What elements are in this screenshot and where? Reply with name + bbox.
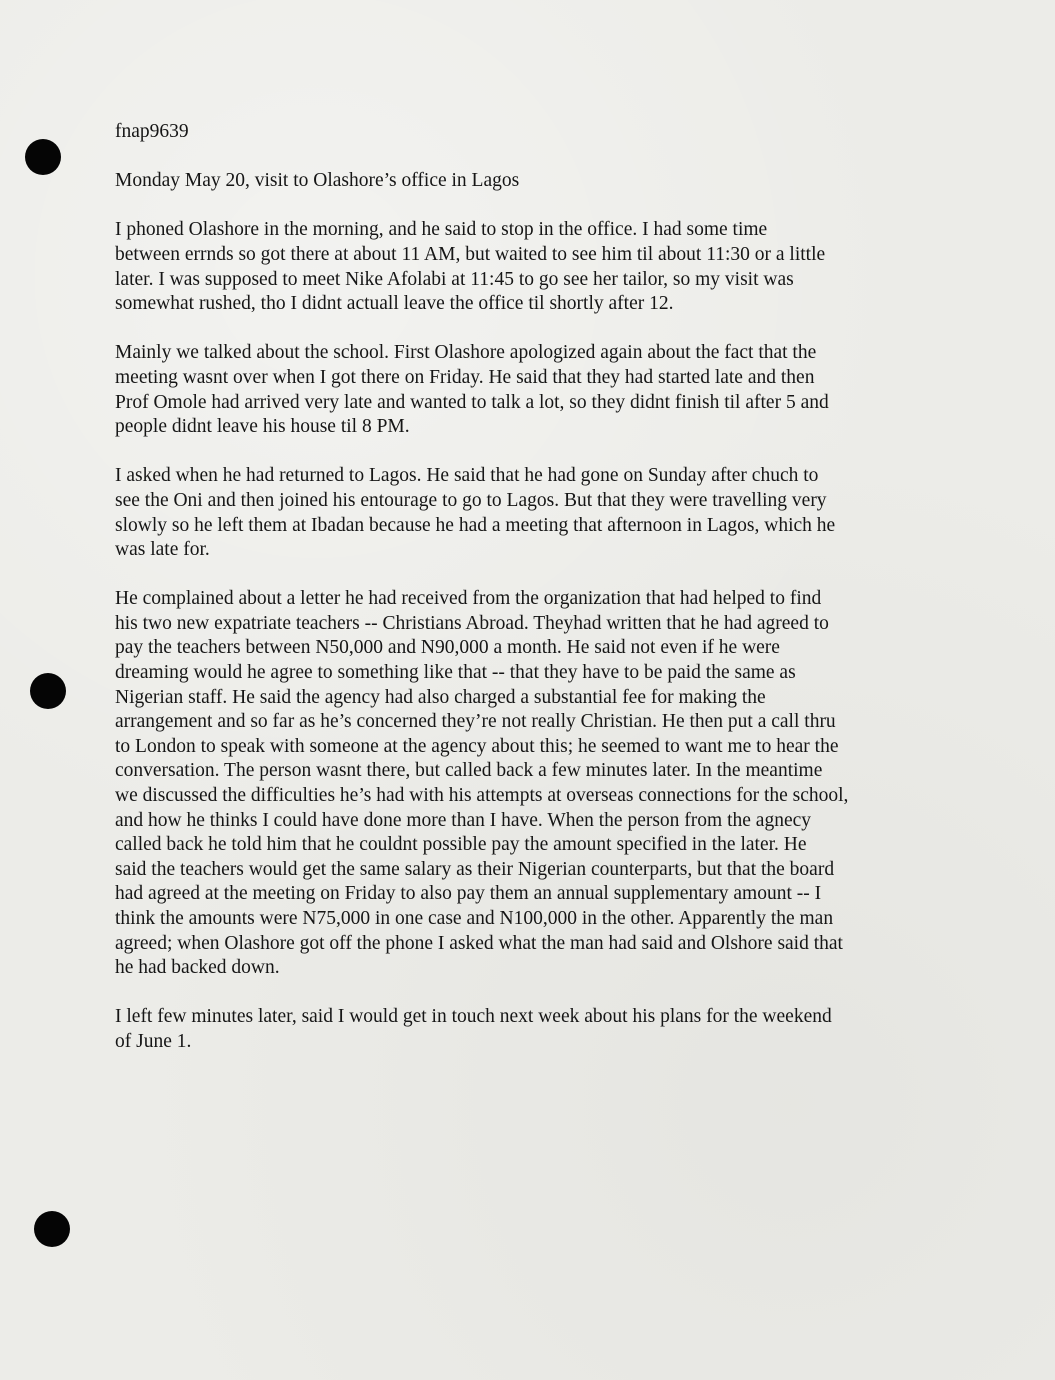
paragraph-line: think the amounts were N75,000 in one case and N100,000 in the other. Apparently the man <box>115 908 834 929</box>
document-id: fnap9639 <box>115 121 189 142</box>
paragraph-line: He complained about a letter he had received from the organization that had helped to find <box>115 588 822 610</box>
paragraph-5 <box>115 1005 925 1054</box>
paragraph-line: I asked when he had returned to Lagos. He said that he had gone on Sunday after chuch to <box>115 465 819 487</box>
paragraph-1 <box>115 218 925 316</box>
paragraph-line: agreed; when Olashore got off the phone I asked what the man had said and Olshore said that <box>115 932 843 954</box>
paragraph-line: slowly so he left them at Ibadan because he had a meeting that afternoon in Lagos, which he <box>115 514 836 536</box>
paragraph-line: conversation. The person wasnt there, but called back a few minutes later. In the meantime <box>115 760 823 782</box>
paragraph-line: he had backed down. <box>115 957 280 979</box>
paragraph-line: later. I was supposed to meet Nike Afolabi at 11:45 to go see her tailor, so my visit was <box>115 268 794 290</box>
paragraph-line: and how he thinks I could have done more than I have. When the person from the agnecy <box>115 809 812 831</box>
paragraph-line: pay the teachers between N50,000 and N90,000 a month. He said not even if he were <box>115 637 780 659</box>
paragraph-line: said the teachers would get the same salary as their Nigerian counterparts, but that the board <box>115 858 835 880</box>
paragraph-2 <box>115 341 925 439</box>
paragraph-line: I phoned Olashore in the morning, and he said to stop in the office. I had some time <box>115 219 768 241</box>
paragraph-line: to London to speak with someone at the agency about this; he seemed to want me to hear the <box>115 735 839 757</box>
paragraph-line: Mainly we talked about the school. First Olashore apologized again about the fact that the <box>115 342 817 364</box>
paragraph-line: we discussed the difficulties he’s had with his attempts at overseas connections for the school, <box>115 785 849 807</box>
paragraph-line: Nigerian staff. He said the agency had also charged a substantial fee for making the <box>115 686 766 708</box>
punch-hole-bottom <box>34 1211 70 1247</box>
document-heading: Monday May 20, visit to Olashore’s office in Lagos <box>115 170 520 192</box>
paragraph-line: meeting wasnt over when I got there on Friday. He said that they had started late and then <box>115 366 815 388</box>
paragraph-3 <box>115 464 925 562</box>
paragraph-line: see the Oni and then joined his entourage to go to Lagos. But that they were travelling very <box>115 489 827 511</box>
paragraph-line: his two new expatriate teachers -- Christians Abroad. Theyhad written that he had agreed to <box>115 612 829 634</box>
paragraph-line: was late for. <box>115 539 210 561</box>
document-body <box>115 120 925 1079</box>
paragraph-line: people didnt leave his house til 8 PM. <box>115 416 410 438</box>
paragraph-line: had agreed at the meeting on Friday to also pay them an annual supplementary amount -- I <box>115 883 822 905</box>
paragraph-line: called back he told him that he couldnt possible pay the amount specified in the later. He <box>115 834 807 856</box>
paragraph-line: I left few minutes later, said I would get in touch next week about his plans for the weekend <box>115 1006 832 1028</box>
paragraph-line: arrangement and so far as he’s concerned they’re not really Christian. He then put a call thru <box>115 711 836 733</box>
paragraph-line: dreaming would he agree to something like that -- that they have to be paid the same as <box>115 662 796 684</box>
paragraph-line: Prof Omole had arrived very late and wanted to talk a lot, so they didnt finish til after 5 and <box>115 391 829 413</box>
paragraph-line: somewhat rushed, tho I didnt actuall leave the office til shortly after 12. <box>115 293 674 315</box>
paragraph-line: of June 1. <box>115 1030 192 1052</box>
punch-hole-top <box>25 139 61 175</box>
paragraph-line: between errnds so got there at about 11 AM, but waited to see him til about 11:30 or a little <box>115 243 826 265</box>
punch-hole-middle <box>30 673 66 709</box>
paragraph-4 <box>115 587 925 981</box>
